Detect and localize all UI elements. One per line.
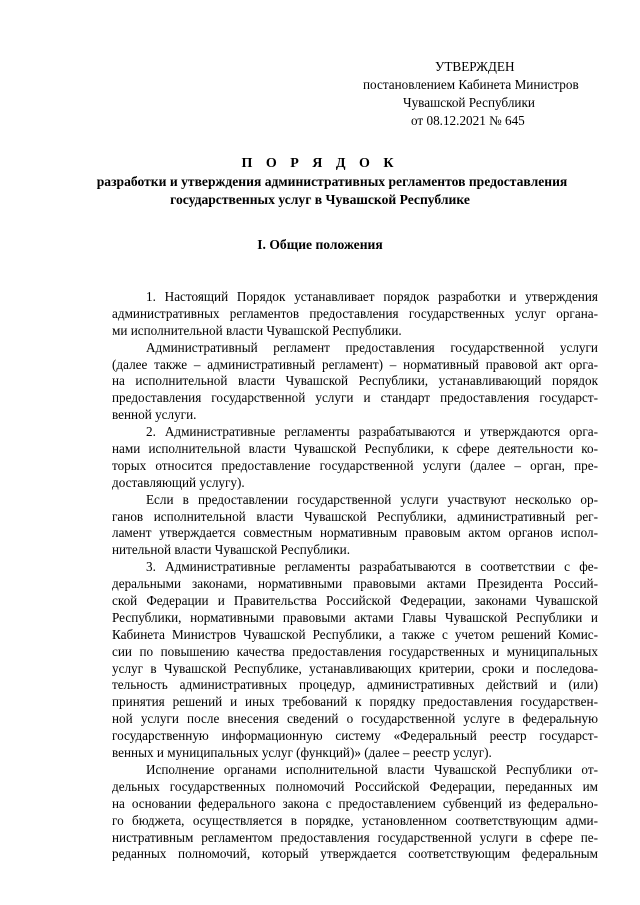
body-line: административных регламентов предоставления государственных услуг органа- (112, 305, 598, 321)
body-line: нительной власти Чувашской Республики. (112, 542, 351, 558)
body-line: 1. Настоящий Порядок устанавливает порядок разработки и утверждения (146, 289, 598, 304)
body-line: ской Федерации и Правительства Российской Федерации, законами Чувашской (112, 593, 598, 609)
approval-issuer: постановлением Кабинета Министров (363, 77, 579, 92)
body-line: Если в предоставлении государственной услуги участвуют несколько ор- (146, 491, 598, 507)
title-word: П О Р Я Д О К (241, 156, 399, 171)
approval-date-number: от 08.12.2021 № 645 (411, 113, 525, 128)
document-title (0, 155, 640, 209)
body-line: на основании федерального закона с предоставлением субвенций из федерально- (112, 795, 598, 811)
body-line: ламент утверждается совместным нормативным правовым актом органов испол- (112, 525, 598, 541)
body-line: (далее также – административный регламент) – нормативный правовой акт орга- (112, 356, 598, 372)
body-line: венной услуги. (112, 407, 197, 423)
body-line: ганов исполнительной власти Чувашской Республики, административный рег- (112, 508, 598, 524)
body-line: 3. Административные регламенты разрабатываются в соответствии с фе- (146, 559, 598, 575)
body-line: Административный регламент предоставления государственной услуги (146, 339, 598, 355)
body-line: нами исполнительной власти Чувашской Республики, к сфере деятельности ко- (112, 441, 598, 457)
body-line: сии по повышению качества предоставления государственных и муниципальных (112, 643, 598, 659)
body-line: ми исполнительной власти Чувашской Республики. (112, 322, 402, 338)
approval-stamp (355, 58, 605, 130)
body-line: Исполнение органами исполнительной власти Чувашской Республики от- (146, 761, 598, 777)
title-line-2: государственных услуг в Чувашской Республике (170, 192, 470, 207)
section-heading: I. Общие положения (257, 237, 383, 252)
body-line: торых относится предоставление государственной услуги (далее – орган, пре- (112, 457, 598, 473)
body-line: Кабинета Министров Чувашской Республики, а также с учетом решений Комис- (112, 626, 598, 642)
body-line: деральными законами, нормативными правовыми актами Президента Россий- (112, 576, 598, 592)
body-line: 2. Административные регламенты разрабатываются и утверждаются орга- (146, 424, 598, 440)
body-line: принятия решений и иных требований к порядку предоставления государствен- (112, 694, 598, 710)
body-line: венных и муниципальных услуг (функций)» (далее – реестр услуг). (112, 745, 492, 761)
approval-region: Чувашской Республики (403, 95, 535, 110)
body-line: нистративным регламентом предоставления государственной услуги в сфере пе- (112, 829, 598, 845)
body-line: реданных полномочий, который утверждается соответствующим федеральным (112, 846, 598, 862)
body-line: го бюджета, осуществляется в порядке, установленном соответствующим адми- (112, 812, 598, 828)
approval-heading: УТВЕРЖДЕН (435, 59, 515, 74)
body-line: дельных государственных полномочий Российской Федерации, переданных им (112, 778, 598, 794)
body-line: ной услуги после внесения сведений о государственной услуге в федеральную (112, 711, 598, 727)
body-line: доставляющий услугу). (112, 474, 245, 490)
body-line: Республики, нормативными правовыми актами Главы Чувашской Республики и (112, 609, 598, 625)
title-line-1: разработки и утверждения административных регламентов предоставления (96, 174, 568, 189)
body-line: государственную информационную систему «Федеральный реестр государст- (112, 728, 598, 744)
document-body (112, 289, 598, 863)
body-line: предоставления государственной услуги и стандарт предоставления государст- (112, 390, 598, 406)
body-line: на исполнительной власти Чувашской Республики, устанавливающий порядок (112, 373, 598, 389)
body-line: услуг в Чувашской Республике, устанавливающих критерии, сроки и последова- (112, 660, 598, 676)
body-line: тельность административных процедур, административных действий и (или) (112, 677, 598, 693)
